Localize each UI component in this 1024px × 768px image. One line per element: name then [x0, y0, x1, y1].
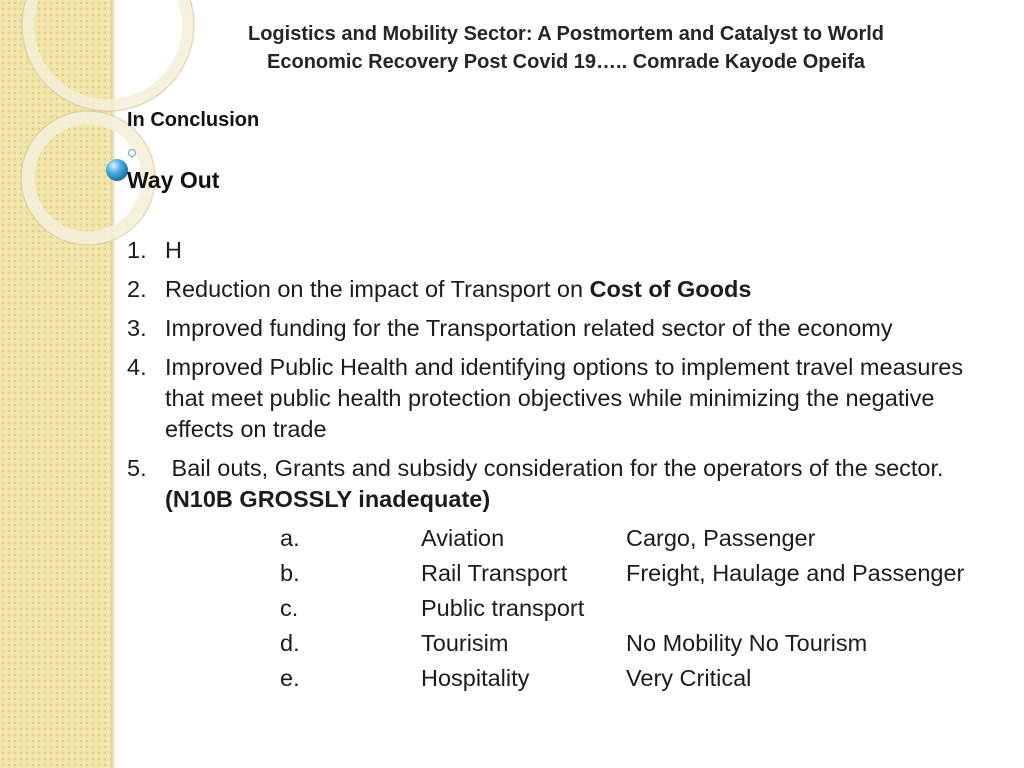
sub-item-detail: No Mobility No Tourism [626, 630, 868, 656]
list-item-number: 5. [127, 455, 147, 481]
sub-item-sector: Hospitality [421, 665, 530, 691]
list-item-text: H [165, 237, 182, 263]
list-item [127, 453, 1007, 515]
table-row [280, 556, 964, 591]
title-line-1: Logistics and Mobility Sector: A Postmortem and Catalyst to World [248, 23, 884, 45]
sub-items-table [280, 521, 964, 696]
sub-item-letter: a. [280, 525, 300, 551]
list-item-number: 3. [127, 315, 147, 341]
list-item [127, 313, 1007, 344]
list-item [127, 235, 1007, 266]
sub-item-sector: Rail Transport [421, 560, 568, 586]
list-item-text: Reduction on the impact of Transport on [165, 276, 590, 302]
sub-item-letter: b. [280, 560, 300, 586]
table-row [280, 626, 964, 661]
section-subheading: Way Out [127, 167, 220, 193]
sub-item-letter: d. [280, 630, 300, 656]
list-item [127, 352, 1007, 445]
list-item-text: Improved funding for the Transportation related sector of the economy [165, 315, 893, 341]
sub-item-detail: Freight, Haulage and Passenger [626, 560, 965, 586]
way-out-list [127, 235, 1007, 515]
sub-item-letter: c. [280, 595, 299, 621]
list-item [127, 274, 1007, 305]
list-item-emphasis: Cost of Goods [589, 276, 752, 302]
ring-bullet-icon [128, 149, 136, 157]
sub-item-sector: Tourisim [421, 630, 509, 656]
sub-item-letter: e. [280, 665, 300, 691]
sub-item-sector: Public transport [421, 595, 585, 621]
sub-item-detail: Very Critical [626, 665, 752, 691]
slide-title [140, 20, 992, 76]
sub-item-detail: Cargo, Passenger [626, 525, 816, 551]
list-item-text: Bail outs, Grants and subsidy consideration for the operators of the sector. [165, 455, 951, 481]
sub-item-sector: Aviation [421, 525, 505, 551]
list-item-number: 1. [127, 237, 147, 263]
title-line-2: Economic Recovery Post Covid 19….. Comrade Kayode Opeifa [267, 51, 865, 73]
blue-ball-icon [106, 159, 128, 181]
list-item-number: 4. [127, 354, 147, 380]
table-row [280, 661, 964, 696]
sub-item-detail [626, 591, 964, 626]
list-item-emphasis: (N10B GROSSLY inadequate) [165, 486, 491, 512]
table-row [280, 591, 964, 626]
table-row [280, 521, 964, 556]
list-item-text: Improved Public Health and identifying options to implement travel measures that meet public health protection objectives while minimizing the negative effects on trade [165, 354, 964, 442]
list-item-number: 2. [127, 276, 147, 302]
section-heading: In Conclusion [127, 109, 260, 131]
